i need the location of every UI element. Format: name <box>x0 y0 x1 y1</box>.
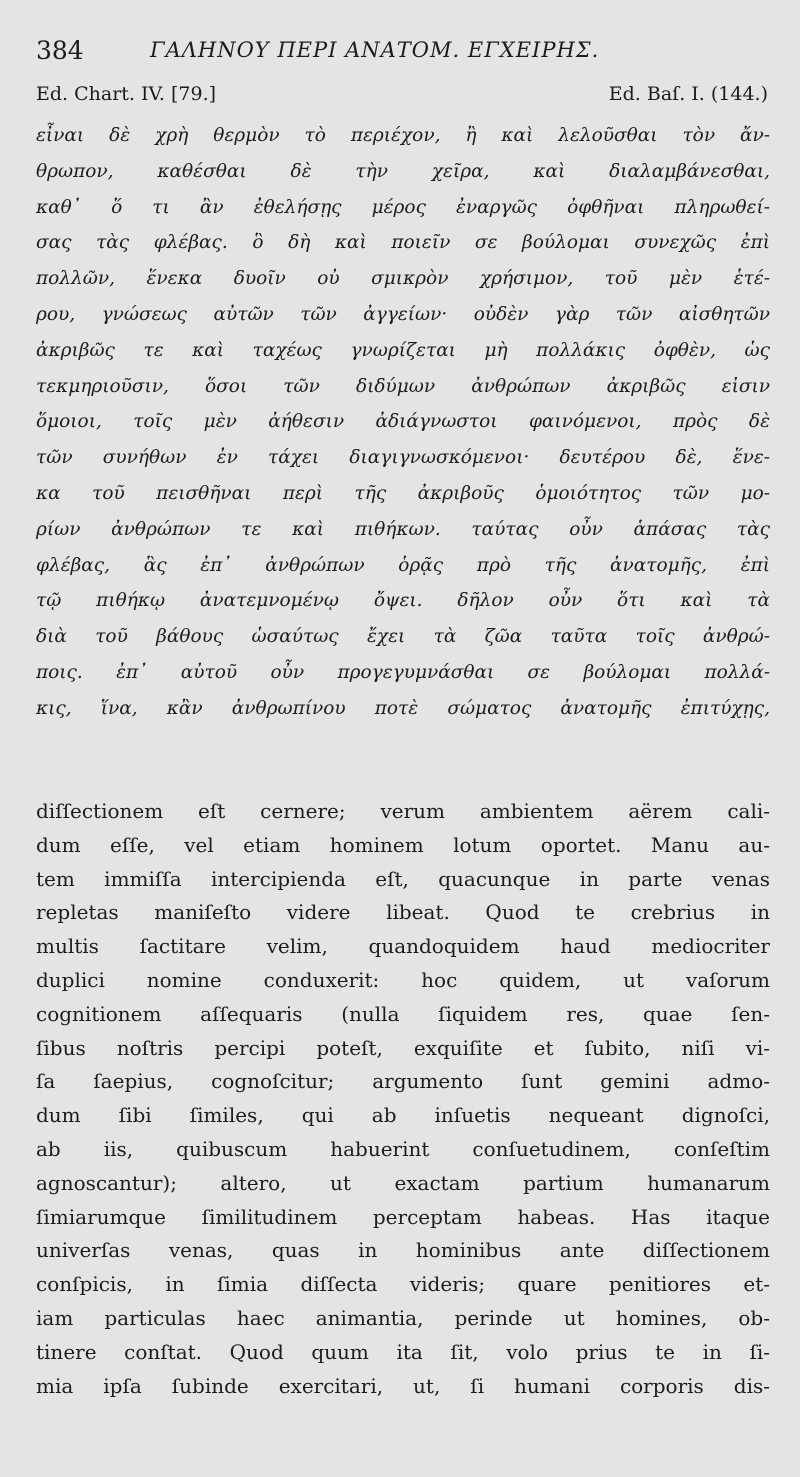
text-line: iam particulas haec animantia, perinde ut homines, ob- <box>36 1305 770 1330</box>
running-title: ΓΑΛΗΝΟΥ ΠΕΡΙ ΑΝΑΤΟΜ. ΕΓΧΕΙΡΗΣ. <box>150 38 600 62</box>
text-line: tinere conſtat. Quod quum ita ſit, volo prius te in ſi- <box>36 1339 770 1364</box>
text-line: ρίων ἀνθρώπων τε καὶ πιθήκων. ταύτας οὖν ἁπάσας τὰς <box>36 518 770 540</box>
text-line: ſa ſaepius, cognoſcitur; argumento ſunt gemini admo- <box>36 1069 770 1094</box>
text-line: τῶν συνήθων ἐν τάχει διαγιγνωσκόμενοι· δευτέρου δὲ, ἕνε- <box>36 447 770 469</box>
text-line: duplici nomine conduxerit: hoc quidem, ut vaſorum <box>36 967 770 992</box>
text-line: ποις. ἐπ᾽ αὐτοῦ οὖν προγεγυμνάσθαι σε βούλομαι πολλά- <box>36 661 770 683</box>
text-line: agnoscantur); altero, ut exactam partium humanarum <box>36 1170 770 1195</box>
text-line: ἀκριβῶς τε καὶ ταχέως γνωρίζεται μὴ πολλάκις ὀφθὲν, ὡς <box>36 339 770 361</box>
latin-text-block <box>36 795 770 1403</box>
text-line: πολλῶν, ἕνεκα δυοῖν οὐ σμικρὸν χρήσιμον, τοῦ μὲν ἑτέ- <box>36 268 770 290</box>
text-line: κα τοῦ πεισθῆναι περὶ τῆς ἀκριβοῦς ὁμοιότητος τῶν μο- <box>36 482 770 504</box>
text-line: διὰ τοῦ βάθους ὡσαύτως ἔχει τὰ ζῶα ταῦτα τοῖς ἀνθρώ- <box>36 626 770 648</box>
running-head <box>0 0 800 80</box>
text-line: ὅμοιοι, τοῖς μὲν ἀήθεσιν ἀδιάγνωστοι φαινόμενοι, πρὸς δὲ <box>36 411 770 433</box>
text-line: κις, ἵνα, κἂν ἀνθρωπίνου ποτὲ σώματος ἀνατομῆς ἐπιτύχῃς, <box>36 697 770 719</box>
text-line: mia ipſa ſubinde exercitari, ut, ſi humani corporis dis- <box>36 1373 770 1398</box>
text-line: dum eſſe, vel etiam hominem lotum oportet. Manu au- <box>36 832 770 857</box>
text-line: dum ſibi ſimiles, qui ab inſuetis nequeant dignoſci, <box>36 1103 770 1128</box>
text-line: εἶναι δὲ χρὴ θερμὸν τὸ περιέχον, ἢ καὶ λελοῦσθαι τὸν ἄν- <box>36 125 770 146</box>
text-line: tem immiſſa intercipienda eſt, quacunque in parte venas <box>36 866 770 891</box>
edition-reference-chart: Ed. Chart. IV. [79.] <box>36 83 217 105</box>
text-line: ρου, γνώσεως αὐτῶν τῶν ἀγγείων· οὐδὲν γὰρ τῶν αἰσθητῶν <box>36 303 770 325</box>
text-line: φλέβας, ἃς ἐπ᾽ ἀνθρώπων ὁρᾷς πρὸ τῆς ἀνατομῆς, ἐπὶ <box>36 554 770 576</box>
text-line: τεκμηριοῦσιν, ὅσοι τῶν διδύμων ἀνθρώπων ἀκριβῶς εἰσιν <box>36 375 770 397</box>
text-line: καθ᾽ ὅ τι ἂν ἐθελήσῃς μέρος ἐναργῶς ὀφθῆναι πληρωθεί- <box>36 196 770 218</box>
page-number: 384 <box>36 36 84 65</box>
text-line: repletas maniſeſto videre libeat. Quod te crebrius in <box>36 900 770 925</box>
text-line: ſibus noſtris percipi poteſt, exquiſite et ſubito, niſi vi- <box>36 1035 770 1060</box>
text-line: ab iis, quibuscum habuerint conſuetudinem, conſeſtim <box>36 1136 770 1161</box>
text-line: ſimiarumque ſimilitudinem perceptam habeas. Has itaque <box>36 1204 770 1229</box>
text-line: θρωπον, καθέσθαι δὲ τὴν χεῖρα, καὶ διαλαμβάνεσθαι, <box>36 160 770 182</box>
edition-reference-basel: Ed. Baſ. I. (144.) <box>608 83 768 105</box>
text-line: σας τὰς φλέβας. ὃ δὴ καὶ ποιεῖν σε βούλομαι συνεχῶς ἐπὶ <box>36 232 770 254</box>
greek-text-block <box>36 118 770 727</box>
text-line: cognitionem aſſequaris (nulla ſiquidem res, quae ſen- <box>36 1001 770 1026</box>
text-line: multis ſactitare velim, quandoquidem haud mediocriter <box>36 934 770 959</box>
text-line: univerſas venas, quas in hominibus ante diſſectionem <box>36 1238 770 1263</box>
text-line: τῷ πιθήκῳ ἀνατεμνομένῳ ὄψει. δῆλον οὖν ὅτι καὶ τὰ <box>36 590 770 612</box>
text-line: conſpicis, in ſimia diſſecta videris; quare penitiores et- <box>36 1272 770 1297</box>
text-line: diſſectionem eſt cernere; verum ambientem aërem cali- <box>36 799 770 823</box>
